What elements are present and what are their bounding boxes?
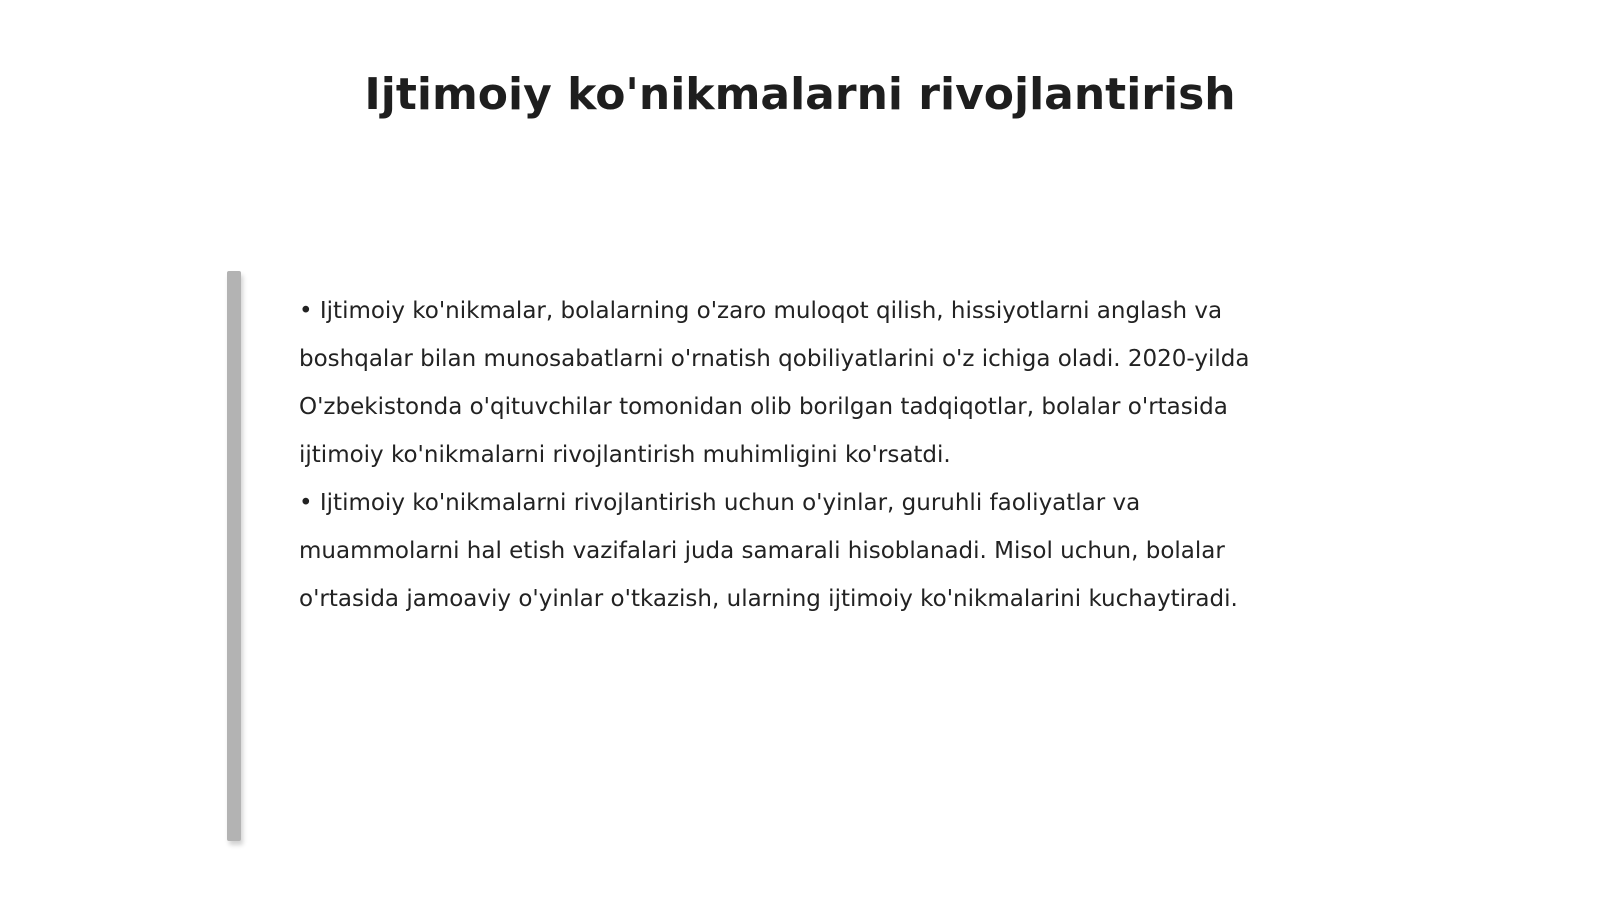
slide-body [299,287,1299,623]
slide-title: Ijtimoiy ko'nikmalarni rivojlantirish [364,69,1236,120]
accent-bar [227,271,241,841]
bullet-paragraph-1: • Ijtimoiy ko'nikmalar, bolalarning o'zaro muloqot qilish, hissiyotlarni anglash va boshqalar bilan munosabatlarni o'rnatish qobiliyatlarini o'z ichiga oladi. 2020-yilda O'zbekistonda o'qituvchilar tomonidan olib borilgan tadqiqotlar, bolalar o'rtasida ijtimoiy ko'nikmalarni rivojlantirish muhimligini ko'rsatdi. [299,298,1250,468]
bullet-paragraph-2: • Ijtimoiy ko'nikmalarni rivojlantirish uchun o'yinlar, guruhli faoliyatlar va muammolarni hal etish vazifalari juda samarali hisoblanadi. Misol uchun, bolalar o'rtasida jamoaviy o'yinlar o'tkazish, ularning ijtimoiy ko'nikmalarini kuchaytiradi. [299,490,1238,612]
